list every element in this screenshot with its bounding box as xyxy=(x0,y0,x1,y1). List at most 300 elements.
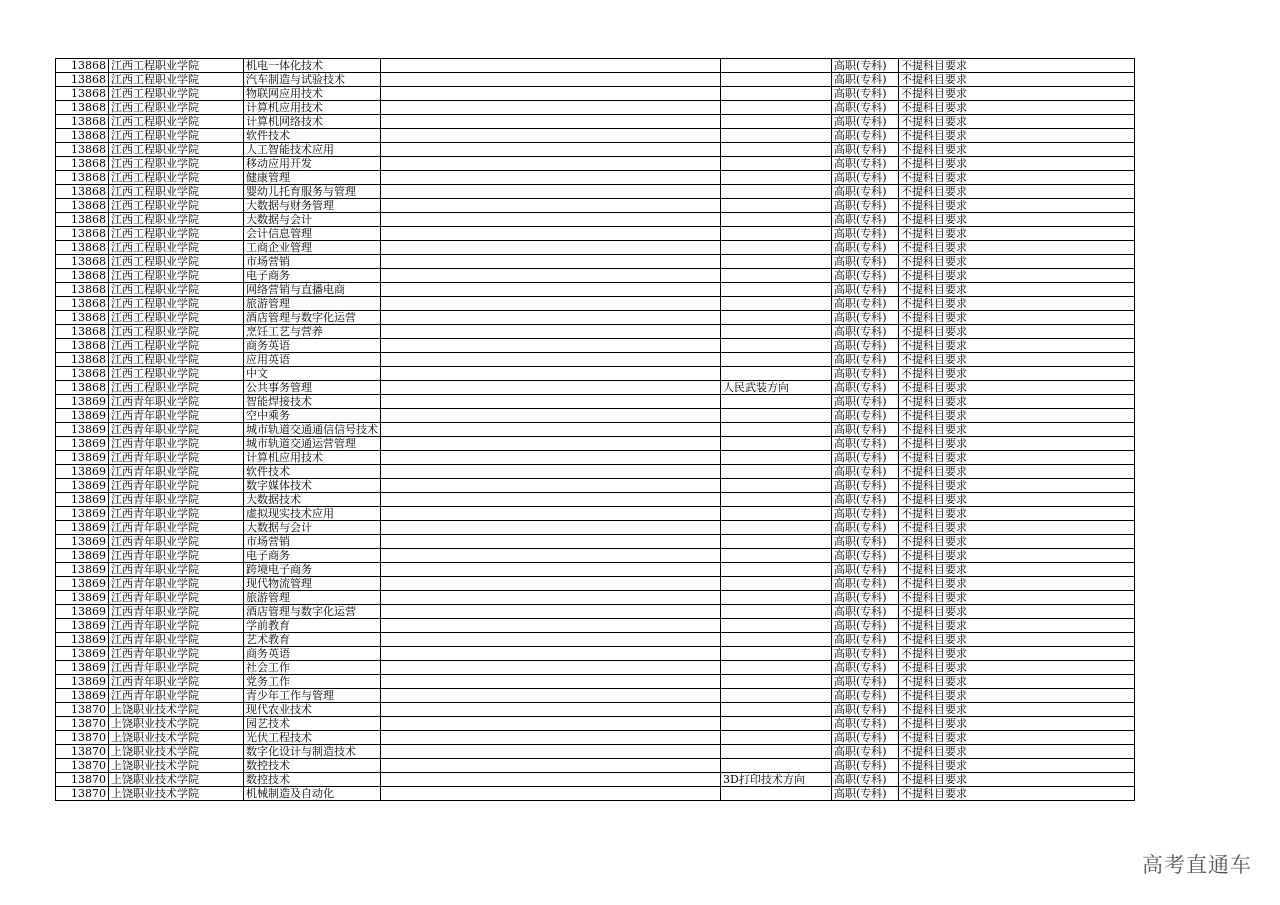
blank-cell xyxy=(381,493,721,507)
level-cell: 高职(专科) xyxy=(832,745,899,759)
major-name-cell: 城市轨道交通通信信号技术 xyxy=(244,423,381,437)
blank-cell xyxy=(381,409,721,423)
major-note-cell xyxy=(721,129,832,143)
school-name-cell: 江西工程职业学院 xyxy=(109,381,244,395)
school-name-cell: 江西工程职业学院 xyxy=(109,171,244,185)
major-note-cell xyxy=(721,157,832,171)
table-row xyxy=(56,297,1135,311)
school-name-cell: 江西工程职业学院 xyxy=(109,115,244,129)
subject-requirement-cell: 不提科目要求 xyxy=(899,437,1135,451)
subject-requirement-cell: 不提科目要求 xyxy=(899,633,1135,647)
blank-cell xyxy=(381,647,721,661)
major-name-cell: 大数据与会计 xyxy=(244,521,381,535)
major-name-cell: 现代物流管理 xyxy=(244,577,381,591)
major-name-cell: 移动应用开发 xyxy=(244,157,381,171)
subject-requirement-cell: 不提科目要求 xyxy=(899,395,1135,409)
blank-cell xyxy=(381,381,721,395)
subject-requirement-cell: 不提科目要求 xyxy=(899,787,1135,801)
level-cell: 高职(专科) xyxy=(832,465,899,479)
school-name-cell: 江西工程职业学院 xyxy=(109,213,244,227)
major-note-cell xyxy=(721,437,832,451)
table-row xyxy=(56,87,1135,101)
school-code-cell: 13868 xyxy=(56,157,109,171)
blank-cell xyxy=(381,521,721,535)
blank-cell xyxy=(381,507,721,521)
major-note-cell xyxy=(721,339,832,353)
blank-cell xyxy=(381,367,721,381)
major-name-cell: 人工智能技术应用 xyxy=(244,143,381,157)
school-code-cell: 13868 xyxy=(56,73,109,87)
school-name-cell: 上饶职业技术学院 xyxy=(109,787,244,801)
major-note-cell xyxy=(721,101,832,115)
blank-cell xyxy=(381,171,721,185)
school-name-cell: 江西青年职业学院 xyxy=(109,521,244,535)
school-code-cell: 13868 xyxy=(56,199,109,213)
major-name-cell: 机电一体化技术 xyxy=(244,59,381,73)
subject-requirement-cell: 不提科目要求 xyxy=(899,283,1135,297)
table-row xyxy=(56,101,1135,115)
major-note-cell xyxy=(721,535,832,549)
major-name-cell: 光伏工程技术 xyxy=(244,731,381,745)
major-note-cell xyxy=(721,703,832,717)
blank-cell xyxy=(381,59,721,73)
school-code-cell: 13868 xyxy=(56,325,109,339)
school-name-cell: 上饶职业技术学院 xyxy=(109,703,244,717)
major-name-cell: 社会工作 xyxy=(244,661,381,675)
school-code-cell: 13869 xyxy=(56,563,109,577)
blank-cell xyxy=(381,731,721,745)
table-row xyxy=(56,353,1135,367)
school-name-cell: 江西青年职业学院 xyxy=(109,507,244,521)
table-row xyxy=(56,787,1135,801)
school-code-cell: 13868 xyxy=(56,143,109,157)
school-code-cell: 13868 xyxy=(56,255,109,269)
major-note-cell xyxy=(721,297,832,311)
blank-cell xyxy=(381,87,721,101)
table-row xyxy=(56,73,1135,87)
major-note-cell xyxy=(721,241,832,255)
table-row xyxy=(56,605,1135,619)
school-code-cell: 13868 xyxy=(56,59,109,73)
school-code-cell: 13868 xyxy=(56,311,109,325)
major-note-cell xyxy=(721,213,832,227)
blank-cell xyxy=(381,423,721,437)
major-name-cell: 酒店管理与数字化运营 xyxy=(244,605,381,619)
level-cell: 高职(专科) xyxy=(832,633,899,647)
level-cell: 高职(专科) xyxy=(832,143,899,157)
major-note-cell xyxy=(721,227,832,241)
table-row xyxy=(56,199,1135,213)
major-name-cell: 空中乘务 xyxy=(244,409,381,423)
blank-cell xyxy=(381,115,721,129)
level-cell: 高职(专科) xyxy=(832,549,899,563)
level-cell: 高职(专科) xyxy=(832,129,899,143)
school-code-cell: 13868 xyxy=(56,213,109,227)
school-name-cell: 江西工程职业学院 xyxy=(109,269,244,283)
school-code-cell: 13869 xyxy=(56,591,109,605)
blank-cell xyxy=(381,717,721,731)
subject-requirement-cell: 不提科目要求 xyxy=(899,325,1135,339)
level-cell: 高职(专科) xyxy=(832,423,899,437)
major-name-cell: 数字化设计与制造技术 xyxy=(244,745,381,759)
major-name-cell: 酒店管理与数字化运营 xyxy=(244,311,381,325)
school-name-cell: 上饶职业技术学院 xyxy=(109,745,244,759)
admission-table xyxy=(55,58,1135,801)
school-code-cell: 13868 xyxy=(56,297,109,311)
level-cell: 高职(专科) xyxy=(832,87,899,101)
blank-cell xyxy=(381,675,721,689)
school-name-cell: 江西工程职业学院 xyxy=(109,87,244,101)
subject-requirement-cell: 不提科目要求 xyxy=(899,213,1135,227)
major-name-cell: 园艺技术 xyxy=(244,717,381,731)
major-name-cell: 学前教育 xyxy=(244,619,381,633)
school-code-cell: 13869 xyxy=(56,647,109,661)
major-note-cell xyxy=(721,353,832,367)
school-code-cell: 13868 xyxy=(56,101,109,115)
level-cell: 高职(专科) xyxy=(832,787,899,801)
subject-requirement-cell: 不提科目要求 xyxy=(899,73,1135,87)
school-name-cell: 江西工程职业学院 xyxy=(109,297,244,311)
major-name-cell: 应用英语 xyxy=(244,353,381,367)
major-note-cell xyxy=(721,115,832,129)
table-row xyxy=(56,213,1135,227)
level-cell: 高职(专科) xyxy=(832,213,899,227)
major-name-cell: 软件技术 xyxy=(244,129,381,143)
blank-cell xyxy=(381,353,721,367)
subject-requirement-cell: 不提科目要求 xyxy=(899,619,1135,633)
subject-requirement-cell: 不提科目要求 xyxy=(899,171,1135,185)
blank-cell xyxy=(381,549,721,563)
school-name-cell: 上饶职业技术学院 xyxy=(109,731,244,745)
school-name-cell: 江西青年职业学院 xyxy=(109,605,244,619)
level-cell: 高职(专科) xyxy=(832,647,899,661)
blank-cell xyxy=(381,759,721,773)
subject-requirement-cell: 不提科目要求 xyxy=(899,87,1135,101)
school-name-cell: 江西工程职业学院 xyxy=(109,241,244,255)
table-row xyxy=(56,633,1135,647)
table-row xyxy=(56,479,1135,493)
school-code-cell: 13868 xyxy=(56,171,109,185)
major-note-cell xyxy=(721,577,832,591)
table-row xyxy=(56,759,1135,773)
school-name-cell: 江西青年职业学院 xyxy=(109,577,244,591)
major-note-cell xyxy=(721,59,832,73)
major-note-cell xyxy=(721,689,832,703)
subject-requirement-cell: 不提科目要求 xyxy=(899,381,1135,395)
major-name-cell: 数字媒体技术 xyxy=(244,479,381,493)
subject-requirement-cell: 不提科目要求 xyxy=(899,535,1135,549)
school-name-cell: 江西工程职业学院 xyxy=(109,227,244,241)
subject-requirement-cell: 不提科目要求 xyxy=(899,493,1135,507)
subject-requirement-cell: 不提科目要求 xyxy=(899,479,1135,493)
blank-cell xyxy=(381,311,721,325)
level-cell: 高职(专科) xyxy=(832,437,899,451)
table-row xyxy=(56,255,1135,269)
major-note-cell xyxy=(721,787,832,801)
major-note-cell xyxy=(721,73,832,87)
major-name-cell: 计算机应用技术 xyxy=(244,451,381,465)
school-name-cell: 上饶职业技术学院 xyxy=(109,759,244,773)
subject-requirement-cell: 不提科目要求 xyxy=(899,255,1135,269)
table-row xyxy=(56,227,1135,241)
blank-cell xyxy=(381,479,721,493)
school-code-cell: 13870 xyxy=(56,773,109,787)
subject-requirement-cell: 不提科目要求 xyxy=(899,549,1135,563)
major-name-cell: 大数据与财务管理 xyxy=(244,199,381,213)
subject-requirement-cell: 不提科目要求 xyxy=(899,703,1135,717)
blank-cell xyxy=(381,339,721,353)
level-cell: 高职(专科) xyxy=(832,773,899,787)
level-cell: 高职(专科) xyxy=(832,283,899,297)
major-name-cell: 旅游管理 xyxy=(244,297,381,311)
major-note-cell xyxy=(721,185,832,199)
school-name-cell: 江西工程职业学院 xyxy=(109,367,244,381)
school-name-cell: 江西工程职业学院 xyxy=(109,157,244,171)
school-code-cell: 13868 xyxy=(56,115,109,129)
subject-requirement-cell: 不提科目要求 xyxy=(899,591,1135,605)
school-code-cell: 13869 xyxy=(56,395,109,409)
subject-requirement-cell: 不提科目要求 xyxy=(899,353,1135,367)
major-note-cell xyxy=(721,521,832,535)
table-row xyxy=(56,493,1135,507)
school-name-cell: 江西青年职业学院 xyxy=(109,395,244,409)
blank-cell xyxy=(381,143,721,157)
school-name-cell: 江西青年职业学院 xyxy=(109,661,244,675)
blank-cell xyxy=(381,591,721,605)
school-name-cell: 江西青年职业学院 xyxy=(109,563,244,577)
blank-cell xyxy=(381,227,721,241)
blank-cell xyxy=(381,255,721,269)
school-name-cell: 江西工程职业学院 xyxy=(109,255,244,269)
school-code-cell: 13870 xyxy=(56,745,109,759)
major-note-cell xyxy=(721,311,832,325)
school-name-cell: 江西青年职业学院 xyxy=(109,493,244,507)
school-code-cell: 13868 xyxy=(56,241,109,255)
major-note-cell xyxy=(721,633,832,647)
school-name-cell: 江西工程职业学院 xyxy=(109,129,244,143)
table-row xyxy=(56,129,1135,143)
subject-requirement-cell: 不提科目要求 xyxy=(899,717,1135,731)
major-name-cell: 智能焊接技术 xyxy=(244,395,381,409)
school-name-cell: 江西青年职业学院 xyxy=(109,689,244,703)
blank-cell xyxy=(381,129,721,143)
level-cell: 高职(专科) xyxy=(832,409,899,423)
school-name-cell: 江西工程职业学院 xyxy=(109,185,244,199)
level-cell: 高职(专科) xyxy=(832,731,899,745)
major-name-cell: 婴幼儿托育服务与管理 xyxy=(244,185,381,199)
level-cell: 高职(专科) xyxy=(832,269,899,283)
level-cell: 高职(专科) xyxy=(832,661,899,675)
level-cell: 高职(专科) xyxy=(832,255,899,269)
school-code-cell: 13868 xyxy=(56,339,109,353)
major-note-cell xyxy=(721,619,832,633)
major-note-cell xyxy=(721,731,832,745)
subject-requirement-cell: 不提科目要求 xyxy=(899,311,1135,325)
major-note-cell xyxy=(721,423,832,437)
level-cell: 高职(专科) xyxy=(832,563,899,577)
table-row xyxy=(56,339,1135,353)
blank-cell xyxy=(381,703,721,717)
major-name-cell: 现代农业技术 xyxy=(244,703,381,717)
blank-cell xyxy=(381,101,721,115)
school-code-cell: 13868 xyxy=(56,381,109,395)
major-note-cell xyxy=(721,87,832,101)
level-cell: 高职(专科) xyxy=(832,367,899,381)
table-row xyxy=(56,647,1135,661)
major-note-cell xyxy=(721,507,832,521)
level-cell: 高职(专科) xyxy=(832,185,899,199)
school-code-cell: 13868 xyxy=(56,227,109,241)
blank-cell xyxy=(381,577,721,591)
level-cell: 高职(专科) xyxy=(832,101,899,115)
major-name-cell: 计算机网络技术 xyxy=(244,115,381,129)
major-name-cell: 跨境电子商务 xyxy=(244,563,381,577)
major-note-cell xyxy=(721,325,832,339)
major-note-cell xyxy=(721,283,832,297)
major-note-cell xyxy=(721,479,832,493)
level-cell: 高职(专科) xyxy=(832,59,899,73)
major-note-cell xyxy=(721,171,832,185)
major-name-cell: 大数据与会计 xyxy=(244,213,381,227)
level-cell: 高职(专科) xyxy=(832,157,899,171)
level-cell: 高职(专科) xyxy=(832,521,899,535)
major-name-cell: 数控技术 xyxy=(244,773,381,787)
school-name-cell: 江西青年职业学院 xyxy=(109,591,244,605)
major-note-cell xyxy=(721,605,832,619)
subject-requirement-cell: 不提科目要求 xyxy=(899,241,1135,255)
subject-requirement-cell: 不提科目要求 xyxy=(899,423,1135,437)
subject-requirement-cell: 不提科目要求 xyxy=(899,745,1135,759)
blank-cell xyxy=(381,73,721,87)
blank-cell xyxy=(381,185,721,199)
major-note-cell: 人民武装方向 xyxy=(721,381,832,395)
blank-cell xyxy=(381,269,721,283)
school-name-cell: 江西工程职业学院 xyxy=(109,143,244,157)
major-note-cell: 3D打印技术方向 xyxy=(721,773,832,787)
level-cell: 高职(专科) xyxy=(832,759,899,773)
major-note-cell xyxy=(721,661,832,675)
major-note-cell xyxy=(721,549,832,563)
school-name-cell: 江西工程职业学院 xyxy=(109,101,244,115)
subject-requirement-cell: 不提科目要求 xyxy=(899,521,1135,535)
level-cell: 高职(专科) xyxy=(832,311,899,325)
blank-cell xyxy=(381,241,721,255)
subject-requirement-cell: 不提科目要求 xyxy=(899,465,1135,479)
blank-cell xyxy=(381,213,721,227)
blank-cell xyxy=(381,297,721,311)
table-row xyxy=(56,591,1135,605)
table-row xyxy=(56,325,1135,339)
blank-cell xyxy=(381,283,721,297)
table-row xyxy=(56,395,1135,409)
major-name-cell: 市场营销 xyxy=(244,255,381,269)
school-code-cell: 13869 xyxy=(56,549,109,563)
subject-requirement-cell: 不提科目要求 xyxy=(899,297,1135,311)
school-name-cell: 江西青年职业学院 xyxy=(109,423,244,437)
subject-requirement-cell: 不提科目要求 xyxy=(899,507,1135,521)
major-name-cell: 虚拟现实技术应用 xyxy=(244,507,381,521)
school-code-cell: 13869 xyxy=(56,619,109,633)
school-name-cell: 江西工程职业学院 xyxy=(109,283,244,297)
school-name-cell: 江西青年职业学院 xyxy=(109,479,244,493)
table-row xyxy=(56,409,1135,423)
school-code-cell: 13869 xyxy=(56,535,109,549)
school-name-cell: 江西工程职业学院 xyxy=(109,353,244,367)
table-row xyxy=(56,269,1135,283)
major-name-cell: 烹饪工艺与营养 xyxy=(244,325,381,339)
school-name-cell: 江西青年职业学院 xyxy=(109,633,244,647)
table-row xyxy=(56,731,1135,745)
subject-requirement-cell: 不提科目要求 xyxy=(899,157,1135,171)
subject-requirement-cell: 不提科目要求 xyxy=(899,269,1135,283)
blank-cell xyxy=(381,465,721,479)
school-code-cell: 13869 xyxy=(56,479,109,493)
level-cell: 高职(专科) xyxy=(832,395,899,409)
school-code-cell: 13870 xyxy=(56,731,109,745)
table-row xyxy=(56,381,1135,395)
major-name-cell: 工商企业管理 xyxy=(244,241,381,255)
level-cell: 高职(专科) xyxy=(832,227,899,241)
level-cell: 高职(专科) xyxy=(832,325,899,339)
school-code-cell: 13869 xyxy=(56,451,109,465)
school-code-cell: 13870 xyxy=(56,787,109,801)
table-row xyxy=(56,549,1135,563)
school-code-cell: 13869 xyxy=(56,465,109,479)
school-code-cell: 13869 xyxy=(56,661,109,675)
major-note-cell xyxy=(721,367,832,381)
level-cell: 高职(专科) xyxy=(832,605,899,619)
school-code-cell: 13870 xyxy=(56,759,109,773)
school-code-cell: 13869 xyxy=(56,507,109,521)
level-cell: 高职(专科) xyxy=(832,703,899,717)
major-name-cell: 旅游管理 xyxy=(244,591,381,605)
level-cell: 高职(专科) xyxy=(832,73,899,87)
major-note-cell xyxy=(721,465,832,479)
subject-requirement-cell: 不提科目要求 xyxy=(899,773,1135,787)
table-row xyxy=(56,367,1135,381)
school-name-cell: 江西青年职业学院 xyxy=(109,451,244,465)
table-row xyxy=(56,619,1135,633)
major-note-cell xyxy=(721,255,832,269)
major-name-cell: 市场营销 xyxy=(244,535,381,549)
major-name-cell: 计算机应用技术 xyxy=(244,101,381,115)
major-note-cell xyxy=(721,591,832,605)
table-row xyxy=(56,451,1135,465)
table-row xyxy=(56,423,1135,437)
blank-cell xyxy=(381,633,721,647)
school-code-cell: 13869 xyxy=(56,423,109,437)
table-row xyxy=(56,157,1135,171)
level-cell: 高职(专科) xyxy=(832,115,899,129)
table-body xyxy=(56,59,1135,801)
major-note-cell xyxy=(721,493,832,507)
major-name-cell: 青少年工作与管理 xyxy=(244,689,381,703)
watermark: 高考直通车 xyxy=(1142,853,1252,877)
major-note-cell xyxy=(721,451,832,465)
table-row xyxy=(56,115,1135,129)
subject-requirement-cell: 不提科目要求 xyxy=(899,661,1135,675)
school-code-cell: 13869 xyxy=(56,633,109,647)
school-name-cell: 江西青年职业学院 xyxy=(109,465,244,479)
level-cell: 高职(专科) xyxy=(832,353,899,367)
school-code-cell: 13869 xyxy=(56,605,109,619)
school-code-cell: 13869 xyxy=(56,689,109,703)
table-row xyxy=(56,703,1135,717)
school-name-cell: 江西青年职业学院 xyxy=(109,619,244,633)
table-row xyxy=(56,59,1135,73)
table-row xyxy=(56,465,1135,479)
subject-requirement-cell: 不提科目要求 xyxy=(899,199,1135,213)
